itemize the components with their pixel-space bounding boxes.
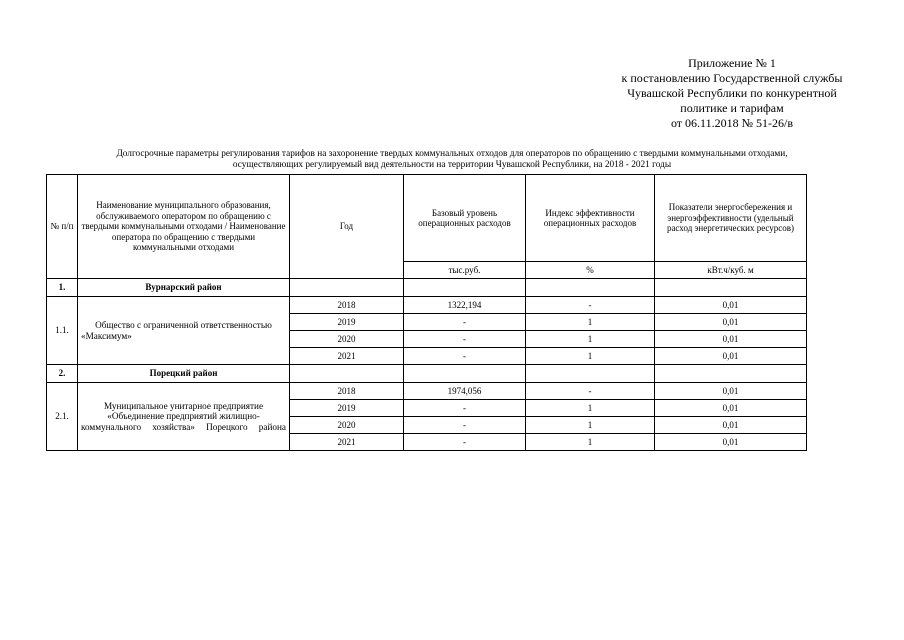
unit-energy: кВт.ч/куб. м [655, 262, 807, 279]
table-row [47, 383, 807, 400]
document-title [40, 149, 864, 171]
index-cell: 1 [526, 331, 655, 348]
year-cell: 2019 [290, 314, 404, 331]
header-num: № п/п [47, 175, 78, 279]
energy-cell: 0,01 [655, 331, 807, 348]
header-row [47, 175, 807, 262]
index-cell: 1 [526, 348, 655, 365]
index-cell: 1 [526, 434, 655, 451]
title-line: Долгосрочные параметры регулирования тарифов на захоронение твердых коммунальных отходов для операторов по обращению с твердыми коммунальными отходами, [116, 149, 788, 159]
title-line: осуществляющих регулируемый вид деятельности на территории Чувашской Республики, на 2018 - 2021 годы [232, 160, 672, 170]
section-title: Порецкий район [78, 365, 290, 383]
base-cell: - [404, 331, 526, 348]
year-cell: 2019 [290, 400, 404, 417]
section-num: 2. [47, 365, 78, 383]
index-cell: 1 [526, 417, 655, 434]
energy-cell: 0,01 [655, 383, 807, 400]
base-cell: 1322,194 [404, 297, 526, 314]
index-cell: - [526, 383, 655, 400]
operator-name: Общество с ограниченной ответственностью «Максимум» [78, 297, 290, 365]
section-row [47, 365, 807, 383]
appendix-line: от 06.11.2018 № 51-26/в [670, 116, 794, 130]
appendix-header [560, 56, 904, 131]
table-row [47, 297, 807, 314]
year-cell: 2021 [290, 348, 404, 365]
base-cell: - [404, 348, 526, 365]
section-title: Вурнарский район [78, 279, 290, 297]
year-cell: 2018 [290, 297, 404, 314]
header-base: Базовый уровень операционных расходов [404, 175, 526, 262]
energy-cell: 0,01 [655, 314, 807, 331]
header-year: Год [290, 175, 404, 279]
energy-cell: 0,01 [655, 417, 807, 434]
sub-num: 1.1. [47, 297, 78, 365]
unit-index: % [526, 262, 655, 279]
energy-cell: 0,01 [655, 434, 807, 451]
base-cell: - [404, 314, 526, 331]
index-cell: 1 [526, 400, 655, 417]
appendix-line: политике и тарифам [680, 101, 784, 115]
unit-base: тыс.руб. [404, 262, 526, 279]
year-cell: 2018 [290, 383, 404, 400]
year-cell: 2020 [290, 417, 404, 434]
index-cell: - [526, 297, 655, 314]
appendix-line: Приложение № 1 [688, 56, 776, 70]
header-energy: Показатели энергосбережения и энергоэффективности (удельный расход энергетических ресурсов) [655, 175, 807, 262]
header-name: Наименование муниципального образования, обслуживаемого оператором по обращению с твердыми коммунальными отходами / Наименование оператора по обращению с твердыми коммунальными отходами [78, 175, 290, 279]
base-cell: - [404, 400, 526, 417]
section-row [47, 279, 807, 297]
base-cell: - [404, 417, 526, 434]
year-cell: 2020 [290, 331, 404, 348]
year-cell: 2021 [290, 434, 404, 451]
appendix-line: Чувашской Республики по конкурентной [627, 86, 837, 100]
tariff-parameters-table [46, 174, 807, 451]
base-cell: 1974,056 [404, 383, 526, 400]
base-cell: - [404, 434, 526, 451]
section-num: 1. [47, 279, 78, 297]
energy-cell: 0,01 [655, 400, 807, 417]
index-cell: 1 [526, 314, 655, 331]
header-index: Индекс эффективности операционных расходов [526, 175, 655, 262]
appendix-line: к постановлению Государственной службы [621, 71, 843, 85]
operator-name: Муниципальное унитарное предприятие «Объединение предприятий жилищно-коммунального хозяйства» Порецкого района [78, 383, 290, 451]
energy-cell: 0,01 [655, 297, 807, 314]
sub-num: 2.1. [47, 383, 78, 451]
energy-cell: 0,01 [655, 348, 807, 365]
